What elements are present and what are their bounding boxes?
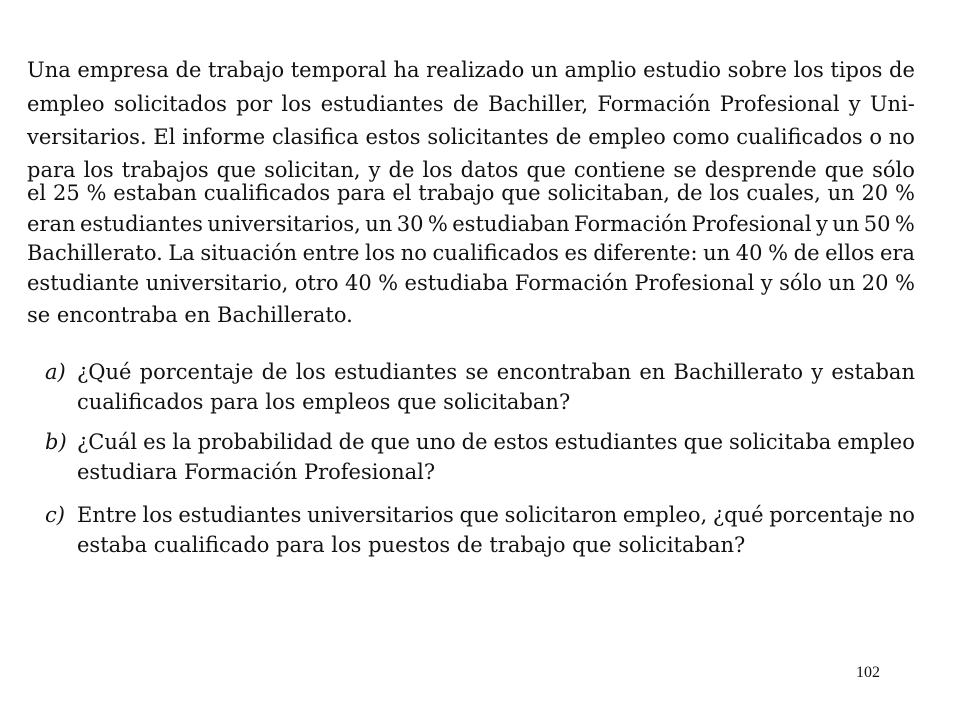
question-line: Entre los estudiantes universitarios que solicitaron empleo, ¿qué porcentaje no xyxy=(77,503,915,527)
paragraph-line: eran estudiantes universitarios, un 30 % estudiaban Formación Profesional y un 50 % xyxy=(27,212,915,236)
paragraph-line: para los trabajos que solicitan, y de los datos que contiene se desprende que sólo xyxy=(27,158,915,182)
question-line: estudiara Formación Profesional? xyxy=(77,460,436,484)
question-line: cualificados para los empleos que solicitaban? xyxy=(77,390,571,414)
paragraph-line: se encontraba en Bachillerato. xyxy=(27,303,353,327)
paragraph-line: el 25 % estaban cualificados para el trabajo que solicitaban, de los cuales, un 20 % xyxy=(27,181,915,205)
page-number: 102 xyxy=(856,664,880,681)
paragraph-line: estudiante universitario, otro 40 % estudiaba Formación Profesional y sólo un 20 % xyxy=(27,271,915,295)
paragraph-line: Una empresa de trabajo temporal ha realizado un amplio estudio sobre los tipos de xyxy=(27,58,915,82)
paragraph-line: Bachillerato. La situación entre los no cualificados es diferente: un 40 % de ellos era xyxy=(27,241,915,265)
question-label: b) xyxy=(45,430,67,454)
paragraph-line: versitarios. El informe clasifica estos solicitantes de empleo como cualificados o no xyxy=(27,125,915,149)
question-line: estaba cualificado para los puestos de trabajo que solicitaban? xyxy=(77,533,746,557)
paragraph-line: empleo solicitados por los estudiantes de Bachiller, Formación Profesional y Uni- xyxy=(27,92,915,116)
question-line: ¿Cuál es la probabilidad de que uno de estos estudiantes que solicitaba empleo xyxy=(77,430,915,454)
question-label: c) xyxy=(45,503,65,527)
question-line: ¿Qué porcentaje de los estudiantes se encontraban en Bachillerato y estaban xyxy=(77,360,915,384)
question-label: a) xyxy=(45,360,66,384)
